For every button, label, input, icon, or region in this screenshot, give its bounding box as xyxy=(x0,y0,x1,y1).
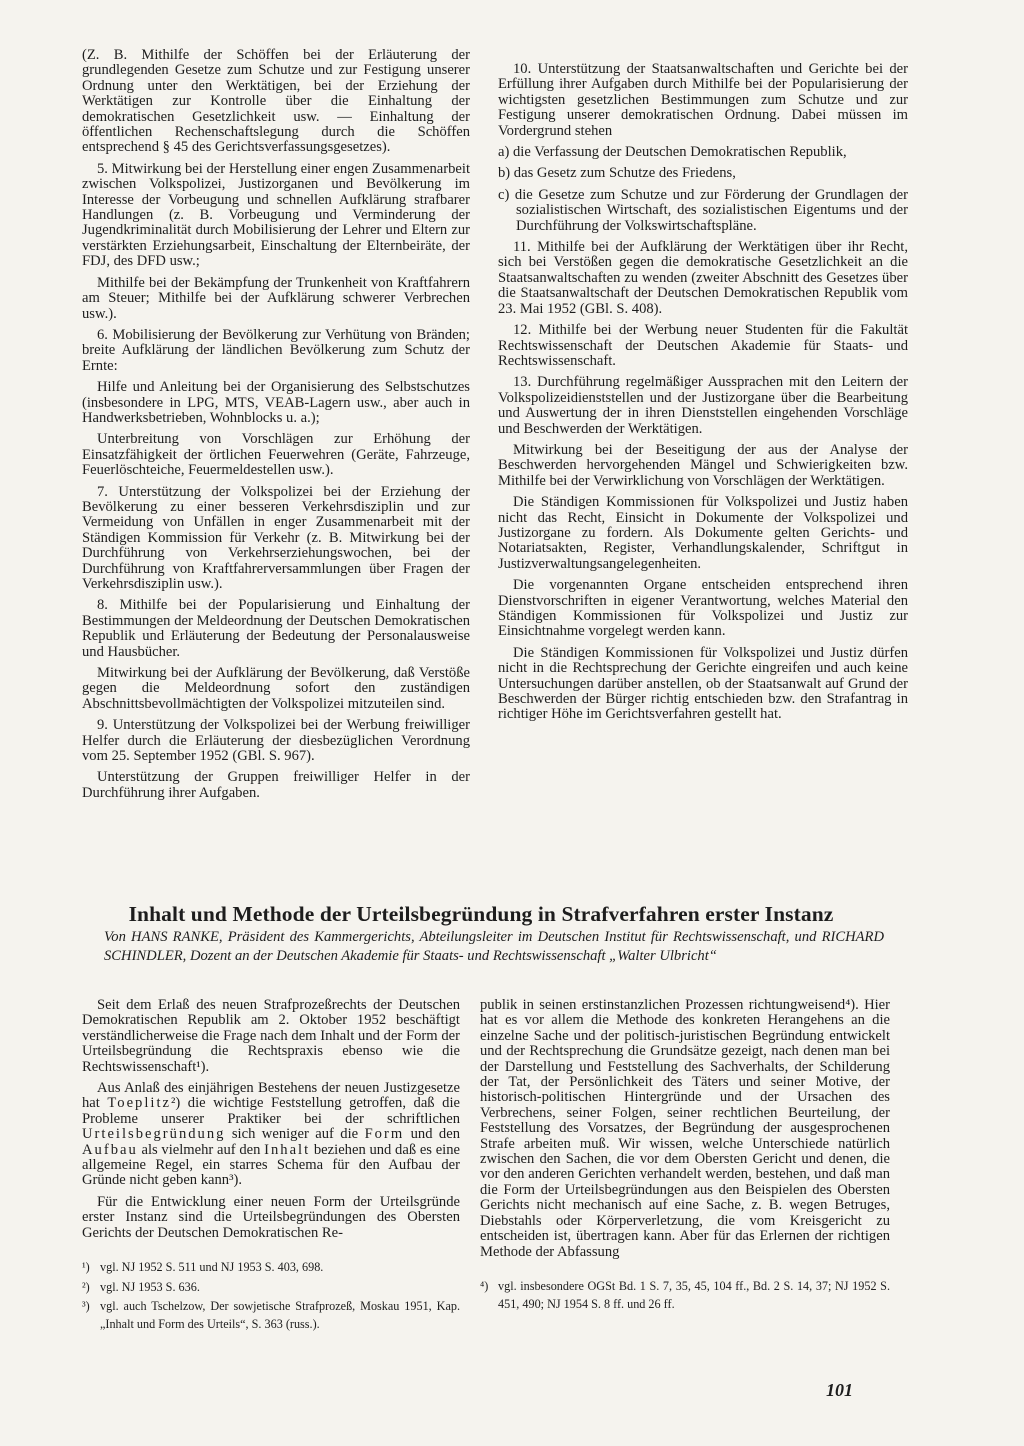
footnote xyxy=(480,1278,890,1313)
bottom-right-column xyxy=(480,998,890,1315)
paragraph-item-9: 9. Unterstützung der Volkspolizei bei der Werbung freiwilliger Helfer durch die Erläuterung der diesbezüglichen Verordnung vom 25. September 1952 (GBl. S. 967). xyxy=(82,717,470,765)
spaced-term: Urteilsbegründung xyxy=(82,1126,226,1143)
paragraph: Hilfe und Anleitung bei der Organisierung des Selbstschutzes (insbesondere in LPG, MTS, VEAB-Lagern usw., aber auch in Handwerksbetrieben, Wohnblocks u. a.); xyxy=(82,379,470,426)
paragraph-item-13: 13. Durchführung regelmäßiger Aussprachen mit den Leitern der Volkspolizeidienststellen und der Justizorgane über die Bearbeitung und Auswertung der in ihren Dienststellen eingehenden Vorschläge und Beschwerden der Werktätigen. xyxy=(498,374,908,437)
footnote-text: vgl. auch Tschelzow, Der sowjetische Strafprozeß, Moskau 1951, Kap. „Inhalt und Form des Urteils“, S. 363 (russ.). xyxy=(100,1299,460,1331)
article-title: Inhalt und Methode der Urteilsbegründung in Strafverfahren erster Instanz xyxy=(128,902,834,926)
page-number: 101 xyxy=(826,1380,853,1400)
paragraph: Mitwirkung bei der Aufklärung der Bevölkerung, daß Verstöße gegen die Meldeordnung sofort den zuständigen Abschnittsbevollmächtigten der Volkspolizei mitzuteilen sind. xyxy=(82,665,470,712)
text-run: ²) die wichtige Feststellung getroffen, daß die Probleme unserer Praktiker bei der schriftlichen xyxy=(82,1095,460,1127)
paragraph: Die Ständigen Kommissionen für Volkspolizei und Justiz dürfen nicht in die Rechtsprechung der Gerichte eingreifen und auch keine Untersuchungen darüber anstellen, ob der Staatsanwalt auf Grund der Beschwerden der Bürger richtig entschieden bzw. den Strafantrag in richtiger Höhe im Gerichtsverfahren gestellt hat. xyxy=(498,644,908,723)
paragraph-item-6: 6. Mobilisierung der Bevölkerung zur Verhütung von Bränden; breite Aufklärung der ländlichen Bevölkerung zum Schutz der Ernte: xyxy=(82,326,470,374)
top-left-column xyxy=(82,48,470,807)
spaced-term: Form xyxy=(364,1126,405,1143)
footnote xyxy=(82,1279,460,1297)
list-item: b) das Gesetz zum Schutze des Friedens, xyxy=(498,165,736,182)
paragraph-item-11: 11. Mithilfe bei der Aufklärung der Werktätigen über ihr Recht, sich bei Verstößen gegen die demokratische Gesetzlichkeit an die Staatsanwaltschaften zu wenden (zweiter Abschnitt des Gesetzes über die Staatsanwaltschaft der Deutschen Demokratischen Republik vom 23. Mai 1952 (GBl. S. 408). xyxy=(498,239,908,317)
list-item: c) die Gesetze zum Schutze und zur Förderung der Grundlagen der sozialistischen Wirtschaft, des sozialistischen Eigentums und der Durchführung der Volkswirtschaftspläne. xyxy=(498,186,908,234)
paragraph-item-5: 5. Mitwirkung bei der Herstellung einer engen Zusammenarbeit zwischen Volkspolizei, Justizorganen und Bevölkerung im Interesse der Vorbeugung und schnellen Aufklärung strafbarer Handlungen (z. B. Vorbeugung und Verminderung der Jugendkriminalität durch Mobilisierung der Lehrer und Eltern zur verstärkten Erziehungsarbeit, Einschaltung der Elternbeiräte, der FDJ, des DFD usw.; xyxy=(82,160,470,270)
footnote xyxy=(82,1259,460,1277)
list-item: a) die Verfassung der Deutschen Demokratischen Republik, xyxy=(498,144,847,161)
paragraph: Unterbreitung von Vorschlägen zur Erhöhung der Einsatzfähigkeit der örtlichen Feuerwehren (Geräte, Fahrzeuge, Feuerlöschteiche, Feuermeldestellen usw.). xyxy=(82,431,470,479)
text-run: und den xyxy=(404,1126,461,1143)
paragraph: (Z. B. Mithilfe der Schöffen bei der Erläuterung der grundlegenden Gesetze zum Schutze und zur Festigung unserer Ordnung unter den Werktätigen, bei der Erziehung der Werktätigen zur Kontrolle über die Einhaltung der demokratischen Gesetzlichkeit usw. — Einhaltung der öffentlichen Rechenschaftslegung durch die Schöffen entsprechend § 45 des Gerichtsverfassungsgesetzes). xyxy=(82,47,470,156)
footnote-text: vgl. NJ 1953 S. 636. xyxy=(100,1279,200,1294)
spaced-term: Inhalt xyxy=(264,1141,311,1158)
paragraph: Unterstützung der Gruppen freiwilliger Helfer in der Durchführung ihrer Aufgaben. xyxy=(82,769,470,801)
spaced-term: Aufbau xyxy=(82,1141,138,1158)
footnote-text: vgl. insbesondere OGSt Bd. 1 S. 7, 35, 45, 104 ff., Bd. 2 S. 14, 37; NJ 1952 S. 451, 490; NJ 1954 S. 8 ff. und 26 ff. xyxy=(498,1278,890,1311)
paragraph: publik in seinen erstinstanzlichen Prozessen richtungweisend⁴). Hier hat es vor allem die Methode des konkreten Herangehens an die einzelne Sache und der politisch-juristischen Begründung entwickelt und der Rechtsprechung die Grundsätze gezeigt, nach denen man bei der Darstellung und Feststellung des Sachverhalts, der Schilderung der Tat, der Persönlichkeit des Täters und seiner Motive, der historisch-politischen Hintergründe und der Ursachen des Verbrechens, seiner Folgen, seiner rechtlichen Beurteilung, der Feststellung des Vorsatzes, der Begründung der ausgesprochenen Strafe arbeiten muß. Wir wissen, welche Unterschiede natürlich zwischen den Sachen, die vor dem Obersten Gericht und denen, die vor den anderen Gerichten verhandelt werden, bestehen, und daß man die Form der Urteilsbegründungen aus den Beispielen des Obersten Gerichts nicht mechanisch auf eine Sache, z. B. wegen Betruges, Diebstahls oder Körperverletzung, die vom Kreisgericht zu entscheiden ist, übertragen kann. Aber für das Erlernen der richtigen Methode der Abfassung xyxy=(480,997,890,1260)
text-run: sich weniger auf die xyxy=(225,1126,365,1143)
paragraph: Mithilfe bei der Bekämpfung der Trunkenheit von Kraftfahrern am Steuer; Mithilfe bei der Aufklärung schwerer Verbrechen usw.). xyxy=(82,274,470,322)
footnote xyxy=(82,1298,460,1333)
bottom-left-column xyxy=(82,998,460,1335)
footnote-mark: ¹) xyxy=(82,1260,90,1275)
top-right-column xyxy=(498,62,908,729)
paragraph: Für die Entwicklung einer neuen Form der Urteilsgründe erster Instanz sind die Urteilsbegründungen des Obersten Gerichts der Deutschen Demokratischen Re- xyxy=(82,1193,460,1241)
paragraph-item-8: 8. Mithilfe bei der Popularisierung und Einhaltung der Bestimmungen der Meldeordnung der Deutschen Demokratischen Republik und Erläuterung der Bedeutung der Personalausweise und Hausbücher. xyxy=(82,597,470,660)
footnotes xyxy=(480,1278,890,1313)
text-run: beziehen und daß es eine allgemeine Regel, ein starres Schema für den Aufbau der Gründe nicht geben kann³). xyxy=(82,1141,460,1189)
article-authors: Von HANS RANKE, Präsident des Kammergerichts, Abteilungsleiter im Deutschen Institut für Rechtswissenschaft, und RICHARD SCHINDLER, Dozent an der Deutschen Akademie für Staats- und Rechtswissenschaft „Walter Ulbricht“ xyxy=(104,929,884,964)
paragraph: Seit dem Erlaß des neuen Strafprozeßrechts der Deutschen Demokratischen Republik am 2. Oktober 1952 beschäftigt verständlicherweise die Frage nach dem Inhalt und der Form der Urteilsbegründung die Rechtspraxis ebenso wie die Rechtswissenschaft¹). xyxy=(82,997,460,1075)
footnotes xyxy=(82,1259,460,1333)
text-run: als vielmehr auf den xyxy=(137,1141,265,1158)
paragraph-item-12: 12. Mithilfe bei der Werbung neuer Studenten für die Fakultät Rechtswissenschaft der Deutschen Akademie für Staats- und Rechtswissenschaft. xyxy=(498,322,908,369)
footnote-mark: ³) xyxy=(82,1299,90,1314)
footnote-mark: ²) xyxy=(82,1279,90,1294)
footnote-text: vgl. NJ 1952 S. 511 und NJ 1953 S. 403, 698. xyxy=(100,1260,324,1275)
paragraph-item-10: 10. Unterstützung der Staatsanwaltschaften und Gerichte bei der Erfüllung ihrer Aufgaben durch Mithilfe bei der Popularisierung der wichtigsten gesetzlichen Bestimmungen zum Schutze und zur Festigung unserer demokratischen Ordnung. Dabei müssen im Vordergrund stehen xyxy=(498,61,908,139)
footnote-mark: ⁴) xyxy=(480,1278,489,1293)
paragraph: Mitwirkung bei der Beseitigung der aus der Analyse der Beschwerden hervorgehenden Mängel und Schwierigkeiten bzw. Mithilfe bei der Verwirklichung von Vorschlägen der Werktätigen. xyxy=(498,441,908,489)
paragraph: Die Ständigen Kommissionen für Volkspolizei und Justiz haben nicht das Recht, Einsicht in Dokumente der Volkspolizei und Justizorgane zu fordern. Als Dokumente gelten Gerichts- und Notariatsakten, Register, Verhandlungskalender, Schriftgut in Justizverwaltungsangelegenheiten. xyxy=(498,494,908,572)
paragraph xyxy=(82,1081,460,1189)
paragraph-item-7: 7. Unterstützung der Volkspolizei bei der Erziehung der Bevölkerung zu einer besseren Verkehrsdisziplin und zur Vermeidung von Unfällen in enger Zusammenarbeit mit der Ständigen Kommission für Verkehr (z. B. Mitwirkung bei der Durchführung von Verkehrserziehungswochen, bei der Durchführung von Kraftfahrerversammlungen über Fragen der Verkehrsdisziplin usw.). xyxy=(82,483,470,592)
text-run: Aus Anlaß des einjährigen Bestehens der neuen Justizgesetze hat xyxy=(82,1080,460,1112)
spaced-name: Toeplitz xyxy=(107,1095,171,1112)
paragraph: Die vorgenannten Organe entscheiden entsprechend ihren Dienstvorschriften in eigener Verantwortung, welches Material den Ständigen Kommissionen für Volkspolizei und Justiz zur Einsichtnahme vorgelegt werden kann. xyxy=(498,577,908,640)
